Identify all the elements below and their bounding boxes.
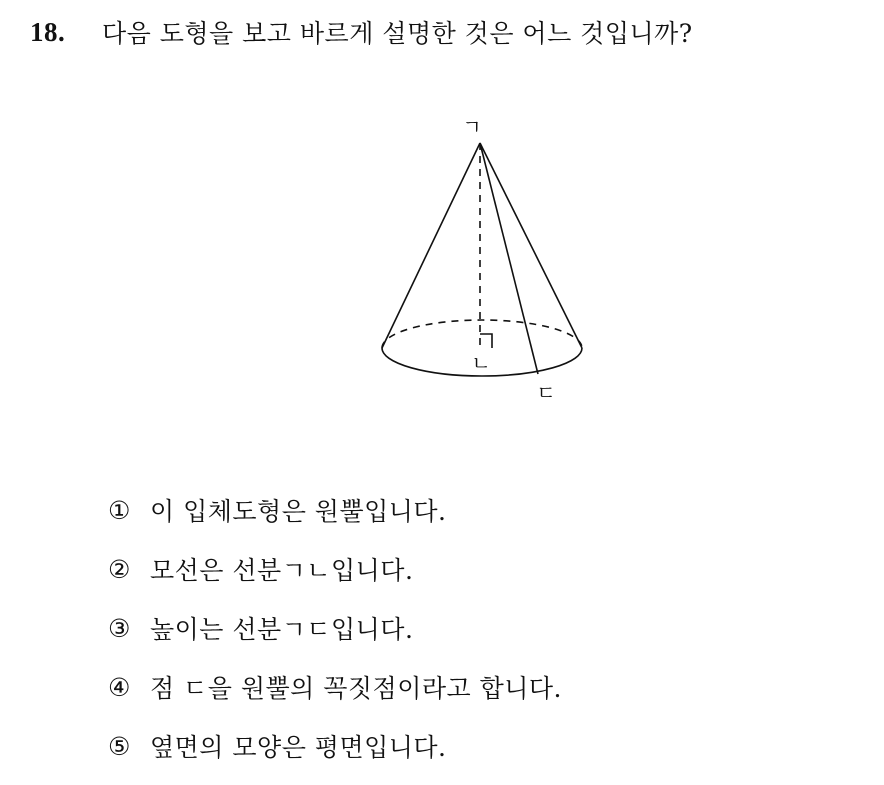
choice-number: ④: [108, 672, 131, 702]
base-point-label: ㄷ: [536, 381, 556, 405]
cone-diagram: [370, 108, 600, 408]
question-header: [30, 12, 693, 52]
right-angle-mark: [480, 334, 492, 348]
answer-choices: [108, 490, 562, 785]
choice-text: 모선은 선분ㄱㄴ입니다.: [150, 556, 414, 585]
choice-number: ②: [108, 554, 131, 584]
choice-text: 점 ㄷ을 원뿔의 꼭짓점이라고 합니다.: [150, 674, 562, 703]
choice-3[interactable]: [108, 608, 562, 648]
center-label: ㄴ: [471, 351, 491, 375]
question-number: 18.: [30, 16, 66, 47]
cone-right-edge: [480, 143, 582, 348]
question-text: 다음 도형을 보고 바르게 설명한 것은 어느 것입니까?: [102, 19, 693, 48]
choice-5[interactable]: [108, 726, 562, 766]
cone-figure: [370, 108, 600, 408]
cone-left-edge: [382, 143, 480, 348]
apex-label: ㄱ: [462, 115, 482, 139]
choice-2[interactable]: [108, 549, 562, 589]
choice-1[interactable]: [108, 490, 562, 530]
choice-text: 옆면의 모양은 평면입니다.: [150, 733, 447, 762]
generatrix-line: [480, 143, 538, 374]
choice-number: ⑤: [108, 731, 131, 761]
choice-4[interactable]: [108, 667, 562, 707]
choice-number: ③: [108, 613, 131, 643]
choice-text: 높이는 선분ㄱㄷ입니다.: [150, 615, 414, 644]
choice-text: 이 입체도형은 원뿔입니다.: [150, 497, 447, 526]
choice-number: ①: [108, 495, 131, 525]
